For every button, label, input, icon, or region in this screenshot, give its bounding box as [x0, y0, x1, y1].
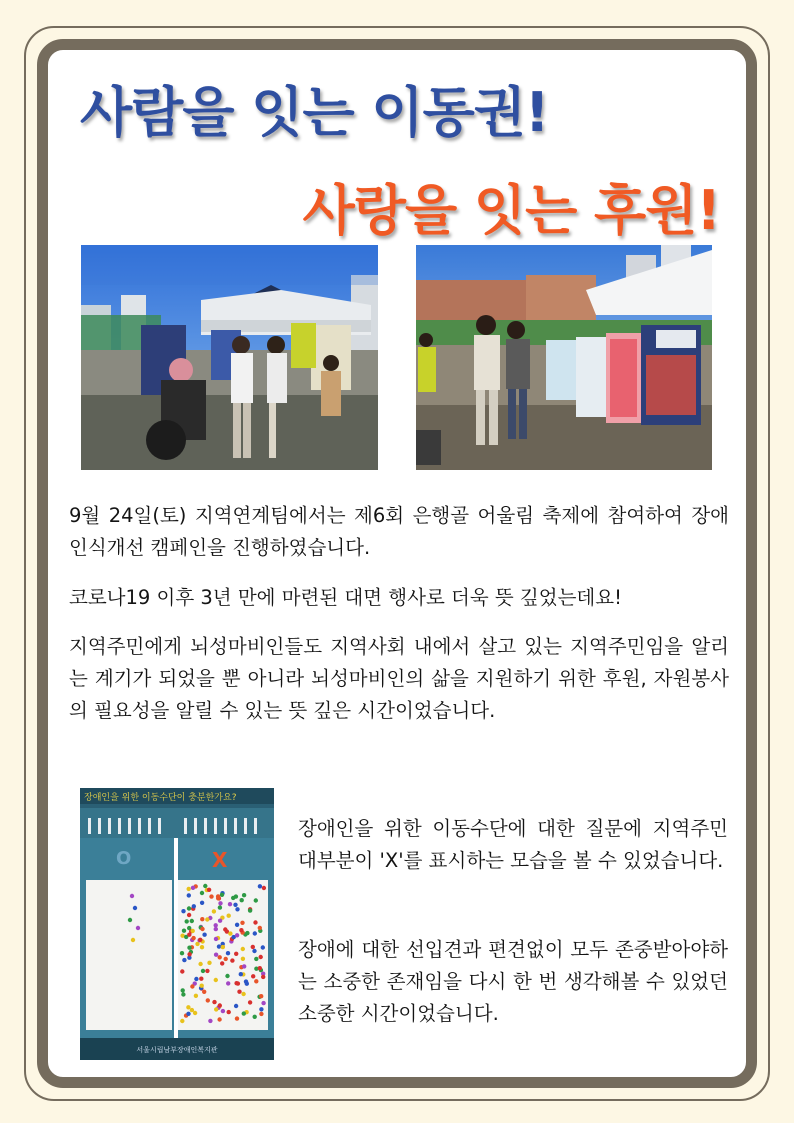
paragraph-poll-result: 장애인을 위한 이동수단에 대한 질문에 지역주민 대부분이 'X'를 표시하는 모습을 볼 수 있었습니다.: [298, 817, 728, 872]
mobility-poll-board-photo: [80, 788, 274, 1060]
festival-booth-photo: [81, 245, 378, 470]
headline-primary: 사람을 잇는 이동권!: [80, 81, 549, 144]
poll-board-footer: 서울시립남부장애인복지관: [136, 1046, 218, 1054]
poll-option-x-label: X: [212, 848, 228, 872]
poll-option-o-label: O: [116, 848, 132, 869]
paragraph-event-intro: 9월 24일(토) 지역연계팀에서는 제6회 은행골 어울림 축제에 참여하여 장애인식개선 캠페인을 진행하였습니다.: [69, 504, 729, 559]
paragraph-covid-note: 코로나19 이후 3년 만에 마련된 대면 행사로 더욱 뜻 깊었는데요!: [69, 586, 622, 609]
headline-secondary: 사랑을 잇는 후원!: [302, 179, 720, 242]
paragraph-significance: 지역주민에게 뇌성마비인들도 지역사회 내에서 살고 있는 지역주민임을 알리는 계기가 되었을 뿐 아니라 뇌성마비인의 삶을 지원하기 위한 후원, 자원봉사의 필요성을 알릴 수 있는 뜻 깊은 시간이었습니다.: [69, 635, 729, 722]
paragraph-closing: 장애에 대한 선입견과 편견없이 모두 존중받아야하는 소중한 존재임을 다시 한 번 생각해볼 수 있었던 소중한 시간이었습니다.: [298, 938, 728, 1025]
exhibition-panels-photo: [416, 245, 712, 470]
poll-question-text: 장애인을 위한 이동수단이 충분한가요?: [84, 793, 237, 803]
